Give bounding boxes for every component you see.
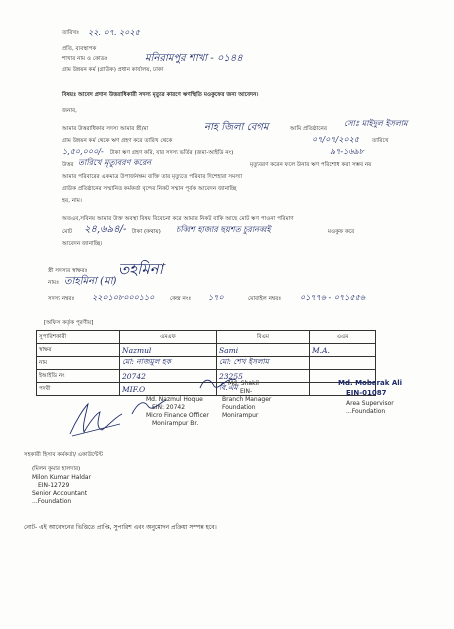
- date-label: তারিখঃ: [62, 30, 80, 36]
- member-number-label: সদস্য নম্বরঃ: [48, 296, 75, 302]
- applicant-signature: তহমিনা: [118, 260, 164, 278]
- accountant-signature-mark: [66, 400, 126, 440]
- para2-line3: আবেদন জানাচ্ছি।: [62, 241, 103, 247]
- footer-note: নোট- এই আবেদনের ভিত্তিতে প্রাপ্তি, সুপারিশ এবং অনুমোদন প্রক্রিয়া সম্পন্ন হবে।: [24, 524, 217, 531]
- accountant-bn-name: (মিলন কুমার হালদার): [32, 466, 81, 472]
- mf-name: মো: নাজমুল হক: [120, 357, 217, 370]
- accountant-role: Senior Accountant: [32, 490, 88, 497]
- table-header: বিএম: [217, 331, 310, 344]
- bm-stamp-name: Md. Shakil: [228, 380, 259, 387]
- applicant-name-label: নামঃ: [48, 280, 60, 286]
- table-row: [37, 357, 376, 370]
- am-name: [310, 357, 376, 370]
- bm-ein: 23255: [217, 370, 310, 383]
- body-line3: টাকা ঋণ গ্রহণ করি, যার সদস্য ভর্তির (জমা-আইডি নং): [110, 150, 234, 156]
- para2-line1: অতএব,সবিনয় আমার উক্ত অবস্থা বিষয় বিবেচনা করে আমার নিকট বাকি আছে মোট ঋণ পাওনা পরিমাণ: [62, 216, 294, 222]
- member-number: ২২০১০৮০০০১১০: [92, 293, 155, 302]
- bm-stamp-org: Foundation: [222, 404, 256, 411]
- loan-date: ০৭/০৭/২০২৫: [312, 135, 359, 144]
- applicant-signature-label: স্ত্রী সদস্যর স্বাক্ষরঃ: [48, 268, 88, 274]
- body-line2: গ্রাম উন্নয়ন কর্ম থেকে ঋণ গ্রহণ করে তারিখ থেকে: [62, 138, 173, 144]
- area-manager-stamp-org: ...Foundation: [346, 408, 386, 415]
- loan-amount: ১,৫০,০০০/-: [62, 147, 104, 156]
- mf-designation: MIF.O: [120, 383, 217, 396]
- table-header: এএম: [310, 331, 376, 344]
- accountant-en-name: Milon Kumar Haldar: [32, 474, 92, 481]
- center-number: ১৭০: [208, 293, 224, 302]
- row-label: স্বাক্ষর: [37, 344, 120, 357]
- mobile-label: মোবাইল নম্বরঃ: [248, 296, 282, 302]
- recipient-line: প্রতি, ব্যবস্থাপক: [62, 46, 97, 52]
- branch-label: শাখার নাম ও কোডঃ: [62, 56, 108, 62]
- loan-code: সোঃ মাইদুল ইসলাম: [344, 119, 408, 128]
- mf-ein: 20742: [120, 370, 217, 383]
- area-manager-stamp-role: Area Supervisor: [346, 400, 394, 407]
- area-manager-stamp-name: Md. Mobarak Ali: [338, 379, 403, 387]
- member-id: ৯৭-১৬৯৮: [330, 147, 364, 156]
- bm-designation: বি.এম: [217, 383, 310, 396]
- outstanding-amount: ২৪,৬৯৪/-: [84, 224, 127, 235]
- body-line1-suffix: আমি প্রতিষ্ঠানের: [290, 126, 327, 132]
- mfo-stamp-ein: EIN: 20742: [152, 404, 186, 411]
- accountant-ein: EIN-12729: [38, 482, 70, 489]
- row-label: পদবী: [37, 383, 120, 396]
- mfo-stamp-role: Micro Finance Officer: [146, 412, 209, 419]
- loan-date-suffix: তারিখে: [372, 138, 389, 144]
- body-line4-prefix: উত্তর: [62, 162, 74, 168]
- center-label: কেন্দ্র নংঃ: [170, 296, 192, 302]
- member-name: নাহ জিলা বেগম: [204, 122, 269, 133]
- date-value: ২২. ০৭. ২০২৫: [88, 28, 140, 37]
- office-use-label: [অফিস কর্তৃক পূরণীয়]: [44, 320, 94, 326]
- branch-value: মনিরামপুর শাখা - ০১৪৪: [145, 53, 243, 64]
- bm-signature: Sami: [217, 344, 310, 357]
- row-label: ইআইডি নং: [37, 370, 120, 383]
- accountant-title: সহকারী হিসাব কর্মকর্তা/ একাউন্টেন্ট: [24, 452, 103, 458]
- mobile-number: ০১৭৭৬ - ০৭১৫৫৬: [300, 293, 365, 302]
- bm-stamp-ein: EIN-: [240, 388, 253, 395]
- mfo-stamp-branch: Monirampur Br.: [152, 420, 199, 427]
- outstanding-prefix: মোট: [62, 229, 73, 235]
- bm-stamp-role: Branch Manager: [222, 396, 272, 403]
- subject-line: বিষয়ঃ আবেদ প্রদান উত্তরাধিকারী সদস্য মৃত্যুর কারণে ঋণস্থিতি মওকুফের জন্য আবেদন।: [62, 92, 259, 98]
- body-line4-suffix: মৃত্যুবরণ করেন ফলে উনার ঋণ পরিশোধ করা সম্ভব নয়: [250, 162, 372, 168]
- body-line5: আমার পরিবারের একমাত্র উপার্জনক্ষম ব্যক্তি তার মৃত্যুতে পরিবার দিশেহারা সমস্যা: [62, 174, 243, 180]
- mfo-signature-mark: [130, 396, 170, 418]
- applicant-name: তাহমিনা (মা): [64, 276, 117, 287]
- para2-line2-suffix: মওকুফ করে: [328, 229, 355, 235]
- table-row: [37, 344, 376, 357]
- table-header-row: [37, 331, 376, 344]
- salutation: জনাব,: [62, 108, 77, 114]
- mf-signature: Nazmul: [120, 344, 217, 357]
- body-line7: হয়, নাম।: [62, 198, 82, 204]
- para2-line2: টাকা (কথায়): [132, 229, 161, 235]
- area-manager-stamp-ein: EIN-01087: [346, 389, 387, 397]
- body-line1-prefix: আমার উত্তরাধিকার সদস্য আমার স্ত্রী/মা: [62, 126, 149, 132]
- table-header: এমএফ: [120, 331, 217, 344]
- accountant-org: ...Foundation: [32, 498, 72, 505]
- table-header: সুপারিশকারী: [37, 331, 120, 344]
- bm-stamp-branch: Monirampur: [222, 412, 259, 419]
- mfo-stamp-name: Md. Nazmul Hoque: [146, 396, 203, 403]
- death-date: তারিখে মৃত্যুবরণ করেন: [78, 158, 152, 167]
- am-signature: M.A.: [310, 344, 376, 357]
- bm-signature-mark: [198, 372, 238, 394]
- bm-name: মো: শেখ ইসলাম: [217, 357, 310, 370]
- row-label: নাম: [37, 357, 120, 370]
- body-line6: গ্রাউক প্রতিষ্ঠানের সম্মানিত কর্মকর্তা বৃন্দের নিকট সম্মান পূর্বক আবেদন জানাচ্ছি: [62, 186, 237, 192]
- outstanding-words: চব্বিশ হাজার ছয়শত চুরানব্বই: [176, 225, 271, 234]
- organization-line: গ্রাম উন্নয়ন কর্ম (গ্রাউক) প্রধান কার্যালয়, ঢাকা: [62, 67, 164, 73]
